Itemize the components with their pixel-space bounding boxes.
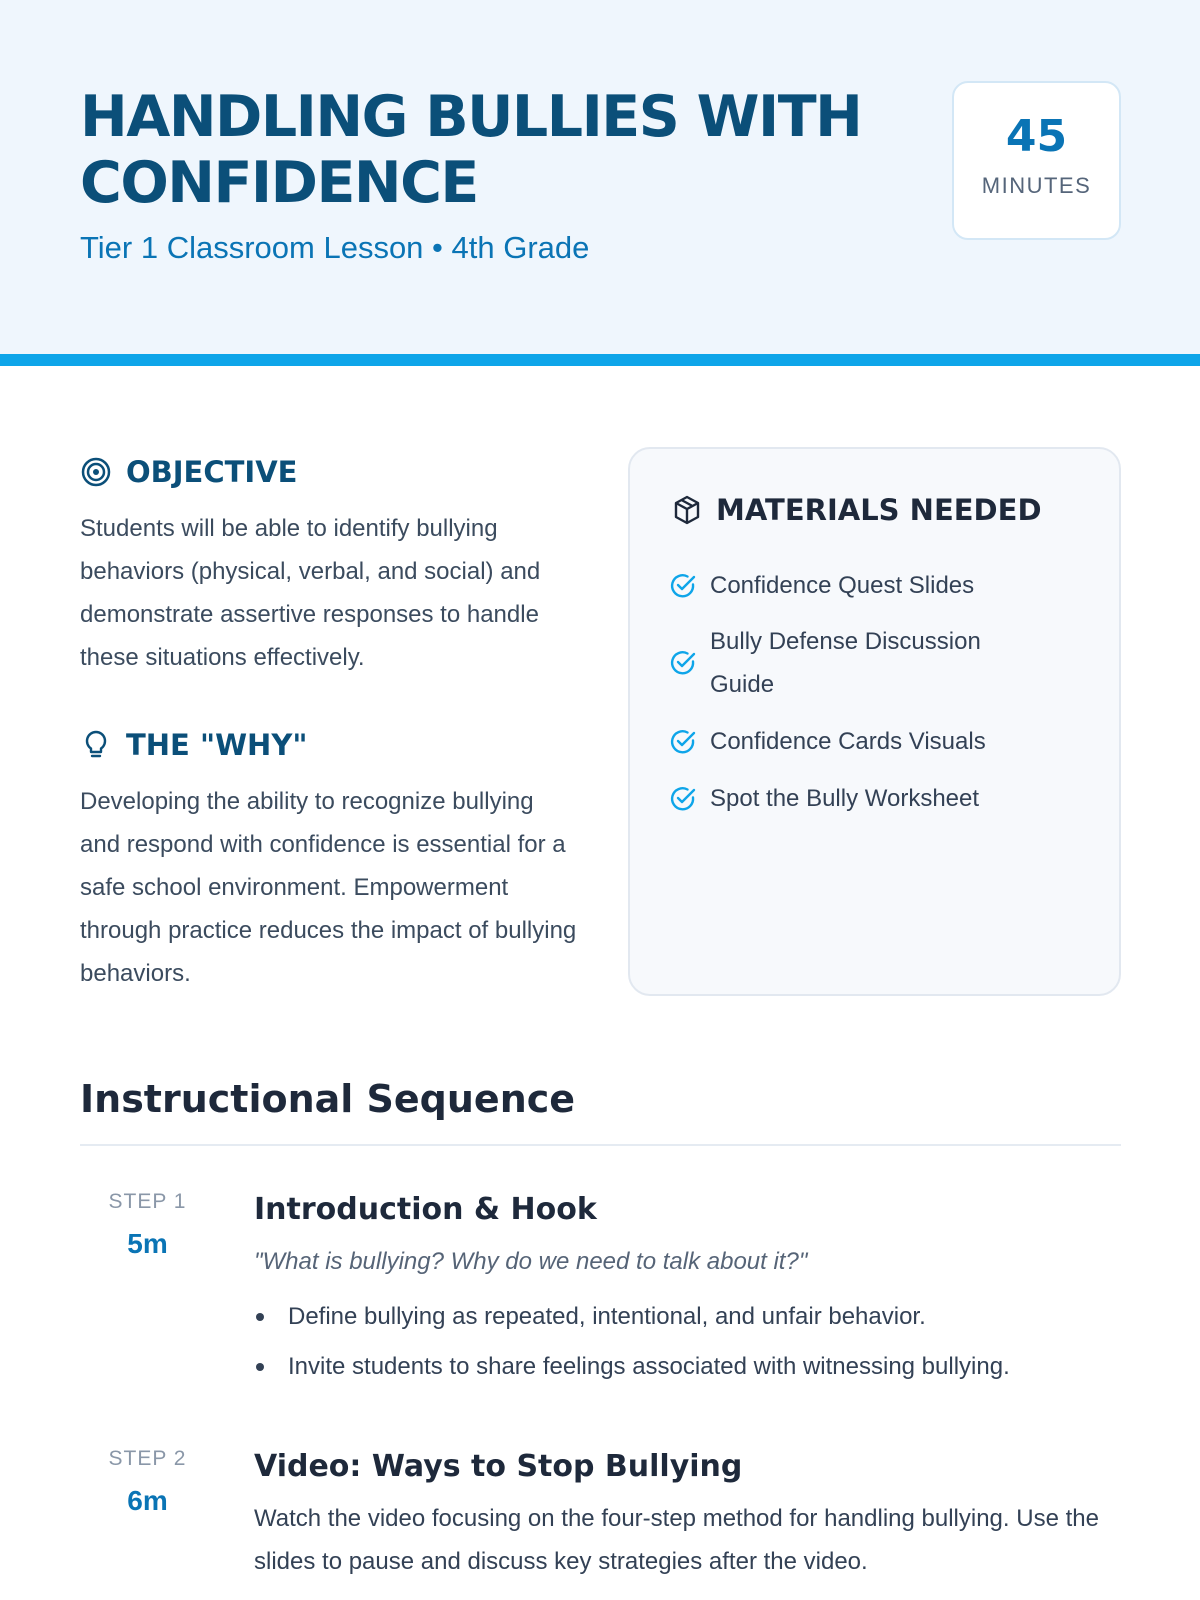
why-text: Developing the ability to recognize bullying and respond with confidence is essential for a safe school environment. Empowerment through practice reduces the impact of bullying behaviors.: [80, 788, 577, 987]
header-accent-bar: [0, 354, 1200, 366]
material-item-label: Confidence Cards Visuals: [710, 728, 986, 755]
material-item: [668, 620, 1040, 706]
materials-heading: [670, 493, 1042, 527]
step-label: STEP 1: [108, 1190, 187, 1213]
step-duration: 6m: [127, 1485, 168, 1516]
check-circle-icon: [668, 648, 698, 678]
bullet-dot-icon: [256, 1313, 264, 1321]
lesson-title: HANDLING BULLIES WITH CONFIDENCE: [80, 84, 862, 216]
why-heading: [80, 728, 307, 762]
step-description: Watch the video focusing on the four-step method for handling bullying. Use the slides to pause and discuss key strategies after the video.: [254, 1505, 1099, 1575]
check-circle-icon: [668, 727, 698, 757]
material-item-label: Bully Defense Discussion Guide: [710, 628, 981, 698]
materials-heading-label: MATERIALS NEEDED: [716, 493, 1042, 527]
objective-heading-label: OBJECTIVE: [126, 455, 298, 489]
step-title: Video: Ways to Stop Bullying: [254, 1449, 743, 1484]
duration-badge: [952, 81, 1121, 240]
objective-text: Students will be able to identify bullying behaviors (physical, verbal, and social) and demonstrate assertive responses to handle these situations effectively.: [80, 515, 541, 671]
step-quote: "What is bullying? Why do we need to talk about it?": [254, 1248, 808, 1275]
step-bullet-text: Define bullying as repeated, intentional, and unfair behavior.: [288, 1303, 926, 1330]
duration-unit: MINUTES: [981, 173, 1092, 198]
material-item: [668, 720, 1040, 763]
step-duration: 5m: [127, 1228, 168, 1259]
package-icon: [670, 493, 704, 527]
material-item-label: Spot the Bully Worksheet: [710, 785, 980, 812]
check-circle-icon: [668, 571, 698, 601]
material-item: [668, 564, 1040, 607]
step-bullet: [254, 1303, 926, 1331]
step-bullet: [254, 1353, 1010, 1381]
duration-value: 45: [1005, 111, 1068, 162]
materials-card: [628, 447, 1121, 996]
check-circle-icon: [668, 784, 698, 814]
bullet-dot-icon: [256, 1363, 264, 1371]
lightbulb-icon: [80, 729, 112, 761]
sequence-title: Instructional Sequence: [80, 1077, 576, 1121]
step-label: STEP 2: [108, 1447, 187, 1470]
step-title: Introduction & Hook: [254, 1192, 597, 1227]
objective-heading: [80, 455, 297, 489]
material-item: [668, 777, 1040, 820]
why-heading-label: THE "WHY": [126, 728, 308, 762]
target-icon: [80, 456, 112, 488]
step-bullet-text: Invite students to share feelings associated with witnessing bullying.: [288, 1353, 1010, 1380]
section-divider: [80, 1144, 1121, 1146]
lesson-subtitle: Tier 1 Classroom Lesson • 4th Grade: [80, 230, 590, 265]
material-item-label: Confidence Quest Slides: [710, 572, 975, 599]
